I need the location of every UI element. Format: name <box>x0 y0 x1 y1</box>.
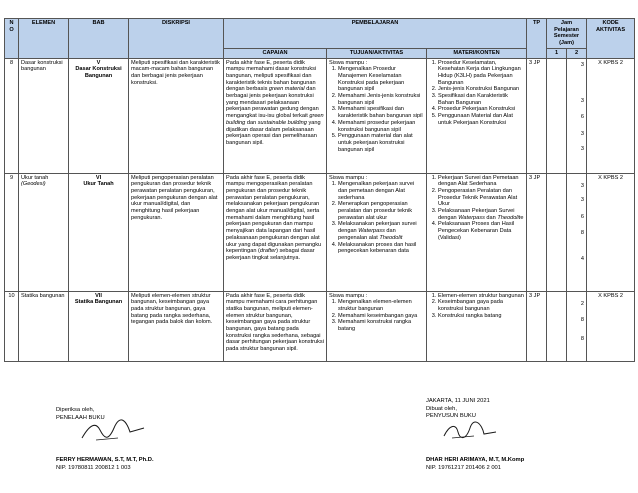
header-capaian: CAPAIAN <box>224 48 327 58</box>
header-jam2: 2 <box>567 48 587 58</box>
jam-value: 6 <box>580 113 585 120</box>
reviewer-nip: NIP. 19780811 200812 1 003 <box>56 464 131 471</box>
reviewer-line1: Diperiksa oleh, <box>56 407 95 413</box>
bab-name: Dasar Konstruksi Bangunan <box>75 66 122 79</box>
tujuan-item: 5. Penggunaan material dan alat untuk pekerjaan konstruksi bangunan sipil <box>338 133 424 153</box>
row-tujuan <box>327 173 427 291</box>
tujuan-intro: Siswa mampu : <box>329 292 368 299</box>
author-name: DHAR HERI ARIMAYA, M.T, M.Komp <box>426 457 525 463</box>
row-capaian: Pada akhir fase E, peserta didik mampu mengoperasikan peralatan pengukuran dan prosedur teknik perawatan peralatan pengukuran, melaksanakan pekerjaan pengukuran dengan alat ukur manual/digital, serta memahami dalam menghitung hasil pekerjaan pengukuran dan mampu menyajikan data lapangan dari hasil pelaksanaan pengukuran dengan alat ukur yang dapat digunakan pemangku kepentingan (drafter) sebagai dasar pekerjaan tingkat selanjutnya. <box>224 173 327 291</box>
tujuan-item: 4. Melaksanakan proses dan hasil pengecekan kebenaran data <box>338 242 424 255</box>
jam-value: 3 <box>580 61 585 68</box>
materi-item: 2. Pengoperasian Peralatan dan Prosedur Teknik Perawatan Alat Ukur <box>438 188 524 208</box>
jam-value: 6 <box>580 213 585 220</box>
author-block <box>426 398 490 421</box>
header-materi: MATERI/KONTEN <box>427 48 527 58</box>
curriculum-table <box>4 18 635 362</box>
tujuan-item: 1. Mengenalkan pekerjaan survei dan pemetaan dengan Alat sederhana <box>338 181 424 201</box>
author-line1: Dibuat oleh, <box>426 405 457 412</box>
tujuan-item: 2. Memahami keseimbangan gaya <box>338 313 424 320</box>
jam-value: 8 <box>580 335 585 342</box>
row-tp: 3 JP <box>527 291 547 361</box>
row-kode: X KPBS 2 <box>587 173 635 291</box>
row-elemen: Ukur tanah (Geodesi) <box>19 173 69 291</box>
materi-item: 1. Prosedur Keselamatan, Kesehatan Kerja dan Lingkungan Hidup (K3LH) pada Pekerjaan Bangunan <box>438 60 524 87</box>
bab-number: V <box>96 59 101 66</box>
materi-item: 3. Spesifikasi dan Karakteristik Bahan Bangunan <box>438 93 524 106</box>
header-jam: Jam Pelajaran Semester (Jam) <box>547 19 587 49</box>
header-no: N O <box>5 19 19 59</box>
row-capaian: Pada akhir fase E, peserta didik mampu memahami dasar konstruksi bangunan, meliputi spesifikasi dan karakteristik teknis bahan bangunan dengan berbasis green material dan berbagai jenis pekerjaan konstruksi yang mendasari pelaksanaan pekerjaan perawatan gedung dengan mengangkat isu-isu global terkait green building dan sustainable building yang dijadikan dasar dalam pelaksanaan pekerjaan operasi dan pemeliharaan bangunan sipil. <box>224 58 327 173</box>
tujuan-intro: Siswa mampu : <box>329 59 368 66</box>
header-elemen: ELEMEN <box>19 19 69 59</box>
reviewer-identity <box>56 457 154 472</box>
materi-item: 3. Pelaksanaan Pekerjaan Survei dengan Waterpass dan Theodolite <box>438 208 524 221</box>
materi-item: 4. Prosedur Pekerjaan Konstruksi <box>438 106 524 113</box>
row-tujuan <box>327 58 427 173</box>
row-elemen: Dasar konstruksi bangunan <box>19 58 69 173</box>
row-tujuan <box>327 291 427 361</box>
header-tujuan: TUJUAN/AKTIVITAS <box>327 48 427 58</box>
row-tp: 3 JP <box>527 173 547 291</box>
materi-item: 2. Jenis-jenis Konstruksi Bangunan <box>438 86 524 93</box>
tujuan-item: 2. Menerapkan pengoperasian peralatan dan prosedur teknik perawatan alat ukur <box>338 201 424 221</box>
bab-name: Statika Bangunan <box>74 299 123 306</box>
row-no: 9 <box>5 173 19 291</box>
row-kode: X KPBS 2 <box>587 291 635 361</box>
row-jam1 <box>547 58 567 173</box>
row-no: 10 <box>5 291 19 361</box>
tujuan-item: 3. Memahami konstruksi rangka batang <box>338 319 424 332</box>
materi-item: 3. Konstruksi rangka batang <box>438 313 524 320</box>
row-bab <box>69 291 129 361</box>
header-row-1 <box>5 19 635 49</box>
jam-value: 3 <box>580 98 585 105</box>
reviewer-signature-icon <box>78 418 148 446</box>
jam-value: 3 <box>580 182 585 189</box>
jam-value: 4 <box>580 256 585 263</box>
materi-item: 2. Keseimbangan gaya pada konstruksi bangunan <box>438 299 524 312</box>
jam-value: 3 <box>580 146 585 153</box>
tujuan-item: 4. Memahami prosedur pekerjaan konstruksi bangunan sipil <box>338 120 424 133</box>
row-elemen: Statika bangunan <box>19 291 69 361</box>
materi-item: 4. Pelaksanaan Proses dan Hasil Pengecekan Kebenaran Data (Validasi) <box>438 221 524 241</box>
row-jam2 <box>567 173 587 291</box>
bab-number: VII <box>95 292 102 299</box>
header-kode: KODE AKTIVITAS <box>587 19 635 59</box>
row-materi <box>427 173 527 291</box>
author-nip: NIP. 19761217 201406 2 001 <box>426 464 501 471</box>
row-bab <box>69 173 129 291</box>
author-identity <box>426 457 524 472</box>
row-materi <box>427 58 527 173</box>
materi-item: 1. Pekerjaan Survei dan Pemetaan dengan Alat Sederhana <box>438 175 524 188</box>
tujuan-item: 1. Mengenalkan Prosedur Manajemen Keselamatan Konstruksi pada pekerjaan bangunan sipil <box>338 66 424 93</box>
header-jam1: 1 <box>547 48 567 58</box>
table-row <box>5 58 635 173</box>
author-line2: PENYUSUN BUKU <box>426 413 476 420</box>
materi-item: 1. Elemen-elemen struktur bangunan <box>438 293 524 300</box>
tujuan-intro: Siswa mampu : <box>329 174 368 181</box>
jam-value: 3 <box>580 130 585 137</box>
tujuan-item: 2. Memahami Jenis-jenis konstruksi bangunan sipil <box>338 93 424 106</box>
materi-item: 5. Penggunaan Material dan Alat untuk Pekerjaan Konstruksi <box>438 113 524 126</box>
row-deskripsi: Meliputi elemen-elemen struktur bangunan, keseimbangan gaya pada struktur bangunan, gaya batang pada rangka sederhana, tegangan pada balok dan kolom. <box>129 291 224 361</box>
bab-name: Ukur Tanah <box>83 181 114 188</box>
tujuan-item: 3. Melaksanakan pekerjaan survei dengan Waterpass dan pengenalan alat Theodolit <box>338 221 424 241</box>
jam-value: 2 <box>580 300 585 307</box>
row-capaian: Pada akhir fase E, peserta didik mampu memahami cara perhitungan statika bangunan, meliputi elemen-elemen struktur bangunan, keseimbangan gaya pada struktur bangunan, gaya batang pada konstruksi rangka sederhana, sebagai dasar perhitungan pekerjaan konstruksi pada struktur bangunan sipil. <box>224 291 327 361</box>
author-signature-icon <box>440 420 500 444</box>
row-deskripsi: Meliputi spesifikasi dan karakteristik macam-macam bahan bangunan dan berbagai jenis pekerjaan konstruksi. <box>129 58 224 173</box>
reviewer-line2: PENELAAH BUKU <box>56 414 105 421</box>
tujuan-item: 1. Mengenalkan elemen-elemen struktur bangunan <box>338 299 424 312</box>
row-bab <box>69 58 129 173</box>
header-pembelajaran: PEMBELAJARAN <box>224 19 527 49</box>
row-jam2 <box>567 291 587 361</box>
row-no: 8 <box>5 58 19 173</box>
table-row <box>5 173 635 291</box>
header-deskripsi: DISKRIPSI <box>129 19 224 59</box>
tujuan-item: 3. Memahami spesifikasi dan karakteristik bahan bangunan sipil <box>338 106 424 119</box>
row-jam1 <box>547 173 567 291</box>
jam-value: 3 <box>580 197 585 204</box>
bab-number: VI <box>95 174 102 181</box>
jam-value: 8 <box>580 317 585 324</box>
row-materi <box>427 291 527 361</box>
header-bab: BAB <box>69 19 129 59</box>
row-deskripsi: Meliputi pengoperasian peralatan pengukuran dan prosedur teknik perawatan peralatan pengukuran, pekerjaan pengukuran dengan alat ukur manual/digital, dan menghitung hasil pekerjaan pengukuran. <box>129 173 224 291</box>
table-row <box>5 291 635 361</box>
reviewer-name: FERRY HERMAWAN, S.T, M.T, Ph.D. <box>56 457 154 463</box>
row-kode: X KPBS 2 <box>587 58 635 173</box>
row-tp: 3 JP <box>527 58 547 173</box>
row-jam1 <box>547 291 567 361</box>
jam-value: 8 <box>580 229 585 236</box>
author-date: JAKARTA, 11 JUNI 2021 <box>426 398 490 404</box>
header-tp: TP <box>527 19 547 59</box>
row-jam2 <box>567 58 587 173</box>
